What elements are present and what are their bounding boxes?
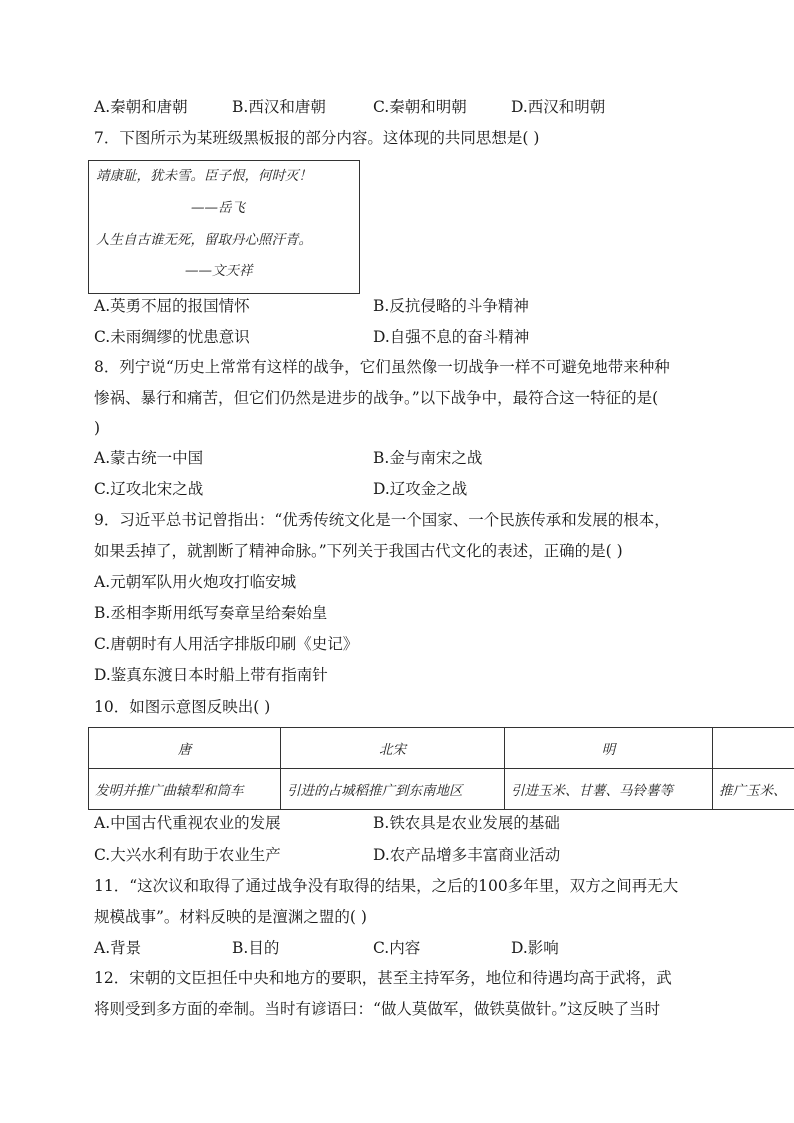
blackboard-excerpt-box	[88, 160, 360, 294]
poem-attribution-1: ——岳飞	[191, 200, 245, 216]
q10-option-a[interactable]: A.中国古代重视农业的发展	[94, 814, 281, 832]
q7-option-d[interactable]: D.自强不息的奋斗精神	[373, 328, 530, 346]
table-cell: 发明并推广曲辕犁和筒车	[89, 769, 281, 810]
table-cell: 推广玉米、	[713, 769, 794, 810]
q9-option-a[interactable]: A.元朝军队用火炮攻打临安城	[94, 573, 297, 591]
q11-option-c[interactable]: C.内容	[373, 939, 421, 957]
agriculture-table	[88, 727, 794, 810]
q9-stem-line-2: 如果丢掉了，就割断了精神命脉。”下列关于我国古代文化的表述，正确的是( )	[94, 542, 623, 560]
q8-option-d[interactable]: D.辽攻金之战	[373, 480, 468, 498]
q6-option-a[interactable]: A.秦朝和唐朝	[94, 98, 188, 116]
q9-stem-line-1: 9．习近平总书记曾指出：“优秀传统文化是一个国家、一个民族传承和发展的根本，	[94, 511, 670, 529]
q6-option-c[interactable]: C.秦朝和明朝	[373, 98, 467, 116]
table-header-cell: 明	[505, 728, 713, 769]
table-header-row	[89, 728, 794, 769]
q6-option-d[interactable]: D.西汉和明朝	[511, 98, 606, 116]
q9-option-b[interactable]: B.丞相李斯用纸写奏章呈给秦始皇	[94, 604, 328, 622]
q10-option-d[interactable]: D.农产品增多丰富商业活动	[373, 846, 561, 864]
table-header-cell	[713, 728, 794, 769]
q11-option-a[interactable]: A.背景	[94, 939, 142, 957]
q7-option-c[interactable]: C.未雨绸缪的忧患意识	[94, 328, 250, 346]
q12-stem-line-1: 12．宋朝的文臣担任中央和地方的要职，甚至主持军务，地位和待遇均高于武将，武	[94, 969, 672, 987]
table-row	[89, 769, 794, 810]
q9-option-c[interactable]: C.唐朝时有人用活字排版印刷《史记》	[94, 635, 359, 653]
q11-stem-line-1: 11．“这次议和取得了通过战争没有取得的结果，之后的100多年里，双方之间再无大	[94, 877, 679, 895]
poem-line-1: 靖康耻，犹未雪。臣子恨，何时灭！	[96, 168, 312, 184]
q12-stem-line-2: 将则受到多方面的牵制。当时有谚语曰：“做人莫做军，做铁莫做针。”这反映了当时	[94, 1000, 661, 1018]
table-header-cell: 北宋	[281, 728, 505, 769]
q10-option-b[interactable]: B.铁农具是农业发展的基础	[373, 814, 560, 832]
table-cell: 引进的占城稻推广到东南地区	[281, 769, 505, 810]
q8-option-a[interactable]: A.蒙古统一中国	[94, 449, 204, 467]
q11-option-b[interactable]: B.目的	[232, 939, 280, 957]
q8-stem-line-1: 8．列宁说“历史上常常有这样的战争，它们虽然像一切战争一样不可避免地带来种种	[94, 358, 670, 376]
q8-stem-line-2: 惨祸、暴行和痛苦，但它们仍然是进步的战争。”以下战争中，最符合这一特征的是(	[94, 389, 659, 407]
q11-option-d[interactable]: D.影响	[511, 939, 559, 957]
q7-option-a[interactable]: A.英勇不屈的报国情怀	[94, 297, 250, 315]
q10-option-c[interactable]: C.大兴水利有助于农业生产	[94, 846, 281, 864]
q10-stem: 10．如图示意图反映出( )	[94, 698, 271, 716]
q7-option-b[interactable]: B.反抗侵略的斗争精神	[373, 297, 529, 315]
q8-stem-line-3: )	[94, 419, 101, 437]
q7-stem: 7．下图所示为某班级黑板报的部分内容。这体现的共同思想是( )	[94, 129, 540, 147]
q8-option-c[interactable]: C.辽攻北宋之战	[94, 480, 204, 498]
q6-option-b[interactable]: B.西汉和唐朝	[232, 98, 326, 116]
agriculture-table-wrapper	[88, 727, 794, 811]
q9-option-d[interactable]: D.鉴真东渡日本时船上带有指南针	[94, 666, 328, 684]
table-cell: 引进玉米、甘薯、马铃薯等	[505, 769, 713, 810]
table-header-cell: 唐	[89, 728, 281, 769]
poem-attribution-2: ——文天祥	[185, 263, 253, 279]
poem-line-2: 人生自古谁无死，留取丹心照汗青。	[96, 232, 312, 248]
q8-option-b[interactable]: B.金与南宋之战	[373, 449, 483, 467]
q11-stem-line-2: 规模战事”。材料反映的是澶渊之盟的( )	[94, 908, 367, 926]
